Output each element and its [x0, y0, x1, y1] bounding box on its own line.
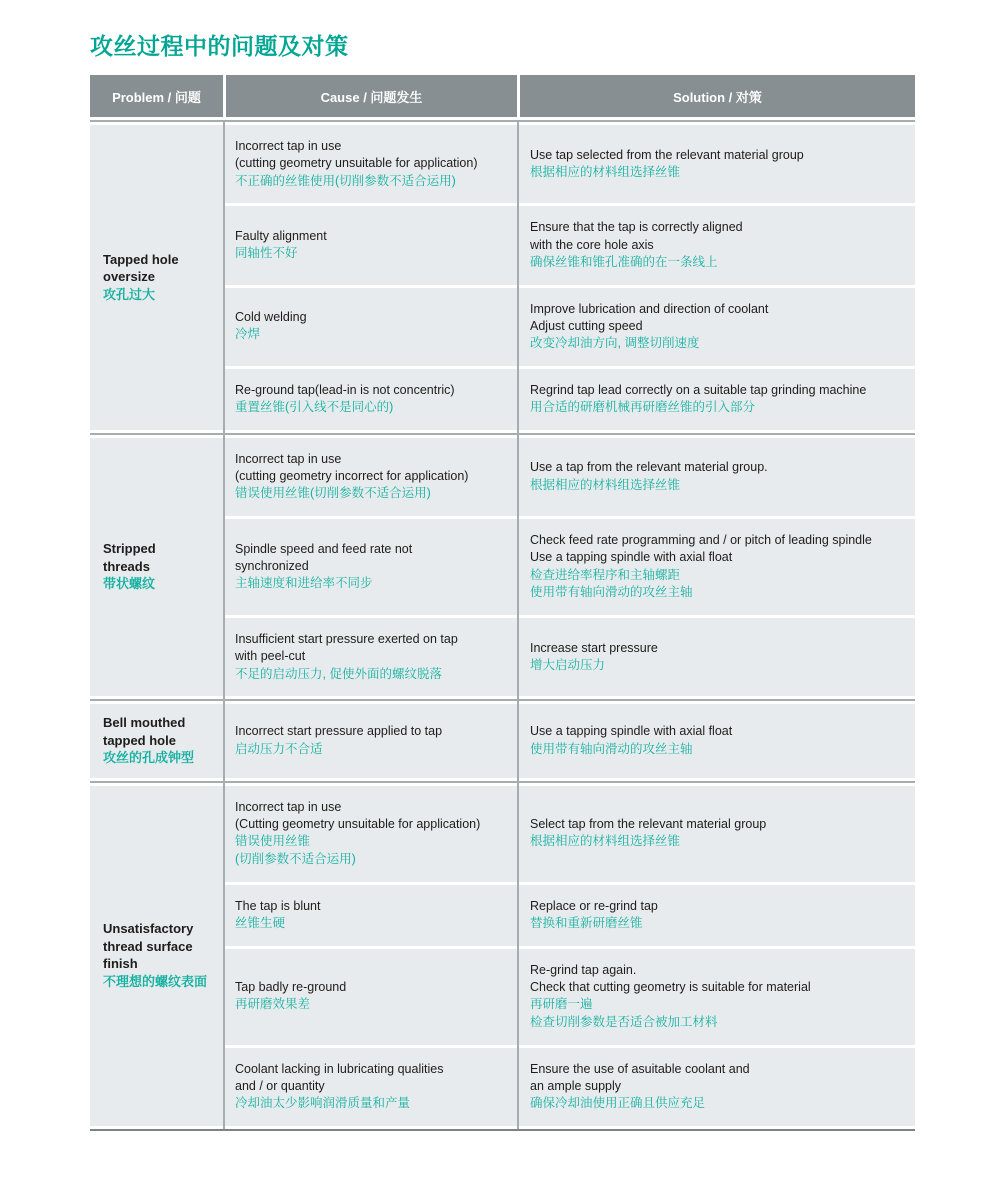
solution-cell [517, 885, 915, 946]
cause-text-zh: 重置丝锥(引入线不是同心的) [235, 400, 394, 414]
header-separator-line [90, 120, 915, 122]
cause-text-zh: 不足的启动压力, 促使外面的螺纹脱落 [235, 666, 442, 681]
cause-text-en: (cutting geometry unsuitable for application) [235, 156, 478, 171]
solution-text-en: Improve lubrication and direction of coolant [530, 301, 769, 316]
table-row [223, 288, 915, 366]
header-cell-solution: Solution / 对策 [517, 75, 915, 117]
solution-text-zh: 使用带有轴向滑动的攻丝主轴 [530, 741, 693, 756]
cause-text-zh: 同轴性不好 [235, 246, 298, 261]
table-row [223, 704, 915, 777]
cause-text-zh: 丝锥生硬 [235, 915, 286, 930]
solution-text-zh: 用合适的研磨机械再研磨丝锥的引入部分 [530, 400, 756, 414]
problem-label-en: oversize [103, 269, 156, 285]
solution-cell [517, 369, 915, 430]
table-row [223, 786, 915, 882]
cause-cell [223, 786, 517, 882]
cause-text-en: with peel-cut [235, 649, 306, 664]
cause-text-zh: 冷焊 [235, 327, 261, 342]
cause-cell [223, 618, 517, 696]
cause-text-en: (cutting geometry incorrect for application) [235, 469, 469, 483]
solution-text-zh: 确保丝锥和锥孔准确的在一条线上 [530, 254, 718, 269]
group-rows [223, 438, 915, 697]
solution-cell [517, 704, 915, 777]
table-row [223, 949, 915, 1045]
cause-cell [223, 885, 517, 946]
problem-group [90, 125, 915, 430]
cause-text-en: Incorrect tap in use [235, 451, 342, 466]
cause-cell [223, 519, 517, 615]
solution-text-en: Ensure the use of asuitable coolant and [530, 1061, 750, 1076]
cause-cell [223, 949, 517, 1045]
cause-cell [223, 369, 517, 430]
cause-cell [223, 704, 517, 777]
solution-text-zh: 检查切削参数是否适合被加工材料 [530, 1014, 718, 1029]
solution-text-en: Re-grind tap again. [530, 962, 637, 977]
cause-text-en: Cold welding [235, 310, 307, 325]
cause-text-en: Coolant lacking in lubricating qualities [235, 1061, 444, 1076]
solution-cell [517, 125, 915, 203]
cause-text-en: Incorrect tap in use [235, 139, 342, 153]
cause-cell [223, 288, 517, 366]
table-row [223, 125, 915, 203]
header-cell-problem: Problem / 问题 [112, 89, 201, 105]
cause-text-zh: 错误使用丝锥 [235, 834, 311, 849]
solution-text-en: Ensure that the tap is correctly aligned [530, 220, 743, 235]
solution-text-zh: 再研磨一遍 [530, 997, 593, 1012]
cause-text-en: synchronized [235, 559, 309, 574]
cause-text-zh: 启动压力不合适 [235, 741, 323, 756]
cause-text-en: and / or quantity [235, 1078, 325, 1093]
solution-text-zh: 使用带有轴向滑动的攻丝主轴 [530, 585, 693, 600]
problem-group [90, 704, 915, 777]
cause-text-zh: (切削参数不适合运用) [235, 851, 356, 866]
cause-text-en: Re-ground tap(lead-in is not concentric) [235, 382, 455, 397]
solution-cell [517, 206, 915, 284]
solution-text-en: Increase start pressure [530, 640, 658, 655]
solution-text-en: Check that cutting geometry is suitable for material [530, 979, 811, 994]
cause-text-en: Spindle speed and feed rate not [235, 541, 413, 556]
problem-cell [90, 786, 223, 1126]
solution-text-zh: 根据相应的材料组选择丝锥 [530, 164, 681, 179]
solution-text-zh: 改变冷却油方向, 调整切削速度 [530, 336, 700, 350]
cause-text-en: Tap badly re-ground [235, 980, 347, 995]
solution-cell [517, 1048, 915, 1126]
table-row [223, 1048, 915, 1126]
cause-text-en: Incorrect tap in use [235, 799, 342, 814]
solution-text-en: an ample supply [530, 1078, 622, 1093]
cause-text-zh: 再研磨效果差 [235, 997, 311, 1012]
cause-text-en: The tap is blunt [235, 898, 321, 913]
solution-text-en: Replace or re-grind tap [530, 898, 658, 913]
group-rows [223, 125, 915, 430]
table-header-row [90, 75, 915, 117]
problem-label-en: thread surface [103, 938, 193, 954]
problem-label-en: Unsatisfactory [103, 921, 194, 937]
solution-cell [517, 786, 915, 882]
header-cell-cause: Cause / 问题发生 [223, 75, 517, 117]
solution-cell [517, 949, 915, 1045]
solution-text-en: Regrind tap lead correctly on a suitable tap grinding machine [530, 382, 867, 397]
cause-text-zh: 冷却油太少影响润滑质量和产量 [235, 1096, 411, 1111]
problem-label-en: Tapped hole [103, 251, 179, 267]
solution-text-en: Use a tap from the relevant material group. [530, 460, 768, 475]
solution-cell [517, 438, 915, 516]
cause-cell [223, 125, 517, 203]
problem-label-en: Bell mouthed [103, 715, 186, 731]
solution-cell [517, 618, 915, 696]
problem-cell [90, 704, 223, 777]
problem-cell [90, 125, 223, 430]
solution-text-en: Check feed rate programming and / or pitch of leading spindle [530, 533, 872, 547]
problem-label-en: threads [103, 558, 150, 574]
problem-group [90, 786, 915, 1126]
group-separator-line [90, 781, 915, 783]
solution-cell [517, 519, 915, 615]
problem-label-zh: 攻丝的孔成钟型 [103, 750, 195, 766]
solution-text-zh: 根据相应的材料组选择丝锥 [530, 834, 681, 849]
cause-text-en: Insufficient start pressure exerted on tap [235, 632, 458, 646]
solution-text-en: with the core hole axis [530, 237, 654, 252]
solution-text-en: Use a tapping spindle with axial float [530, 550, 733, 565]
group-separator-line [90, 699, 915, 701]
solution-text-en: Use a tapping spindle with axial float [530, 724, 733, 739]
problem-label-zh: 不理想的螺纹表面 [103, 973, 208, 989]
table-row [223, 369, 915, 430]
problem-label-en: Stripped [103, 541, 156, 557]
cause-text-zh: 主轴速度和进给率不同步 [235, 576, 373, 591]
cause-text-zh: 不正确的丝锥使用(切削参数不适合运用) [235, 173, 456, 188]
table-row [223, 206, 915, 284]
table-row [223, 519, 915, 615]
table-row [223, 885, 915, 946]
solution-text-zh: 确保冷却油使用正确且供应充足 [530, 1096, 706, 1111]
cause-text-en: Incorrect start pressure applied to tap [235, 724, 443, 739]
solution-text-zh: 根据相应的材料组选择丝锥 [530, 477, 681, 492]
column-divider [517, 120, 519, 1129]
cause-text-en: Faulty alignment [235, 228, 327, 243]
problem-label-zh: 带状螺纹 [103, 576, 156, 592]
table-body [90, 120, 915, 1131]
problem-label-en: tapped hole [103, 732, 176, 748]
column-divider [223, 120, 225, 1129]
solution-cell [517, 288, 915, 366]
table-row [223, 618, 915, 696]
solution-text-en: Select tap from the relevant material group [530, 817, 767, 832]
cause-cell [223, 206, 517, 284]
table-row [223, 438, 915, 516]
page-title: 攻丝过程中的问题及对策 [90, 33, 349, 59]
solution-text-en: Use tap selected from the relevant material group [530, 147, 804, 162]
solution-text-zh: 检查进给率程序和主轴螺距 [530, 567, 681, 582]
problem-label-zh: 攻孔过大 [103, 286, 156, 302]
problem-group [90, 438, 915, 697]
problem-cell [90, 438, 223, 697]
cause-text-en: (Cutting geometry unsuitable for application) [235, 816, 481, 831]
group-rows [223, 786, 915, 1126]
solution-text-en: Adjust cutting speed [530, 318, 643, 333]
cause-cell [223, 438, 517, 516]
group-separator-line [90, 433, 915, 435]
cause-cell [223, 1048, 517, 1126]
table-bottom-border [90, 1129, 915, 1131]
group-rows [223, 704, 915, 777]
problem-solution-table [90, 75, 915, 1131]
problem-label-en: finish [103, 956, 138, 972]
cause-text-zh: 错误使用丝锥(切削参数不适合运用) [235, 486, 431, 501]
solution-text-zh: 替换和重新研磨丝锥 [530, 915, 643, 930]
solution-text-zh: 增大启动压力 [530, 657, 606, 672]
